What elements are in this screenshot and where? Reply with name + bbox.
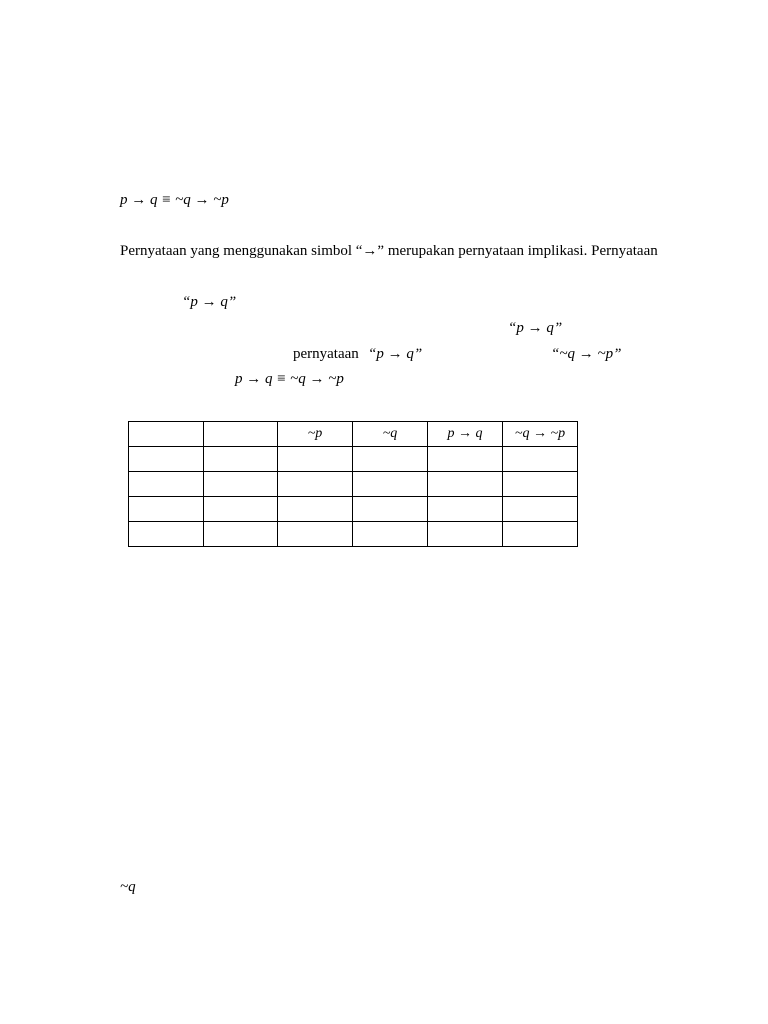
table-cell [278, 497, 353, 522]
fragment-pq-2: “p → q” [508, 320, 563, 336]
table-cell [503, 497, 578, 522]
fragment-contrapositive: “~q → ~p” [551, 346, 622, 362]
formula-middle: p → q ≡ ~q → ~p [235, 371, 344, 387]
formula-top: p → q ≡ ~q → ~p [120, 192, 229, 208]
table-cell [204, 447, 278, 472]
table-cell [353, 522, 428, 547]
table-cell [428, 447, 503, 472]
table-cell [503, 447, 578, 472]
table-cell [428, 522, 503, 547]
fragment-pq-3: “p → q” [368, 346, 423, 362]
fragment-statement-prefix: pernyataan [293, 346, 359, 362]
table-header-row [129, 422, 578, 447]
table-header-cell [129, 422, 204, 447]
table-cell [204, 472, 278, 497]
truth-table [128, 421, 578, 547]
table-cell [278, 522, 353, 547]
table-cell [278, 472, 353, 497]
table-header-not-q: ~q [353, 422, 428, 447]
table-header-implication: p → q [428, 422, 503, 447]
table-cell [129, 522, 204, 547]
table-header-cell [204, 422, 278, 447]
table-row [129, 472, 578, 497]
table-cell [129, 497, 204, 522]
table-cell [129, 472, 204, 497]
table-cell [353, 497, 428, 522]
paragraph-line: Pernyataan yang menggunakan simbol “→” merupakan pernyataan implikasi. Pernyataan [120, 243, 658, 259]
table-cell [278, 447, 353, 472]
table-cell [353, 447, 428, 472]
table-header-contrapositive: ~q → ~p [503, 422, 578, 447]
table-cell [129, 447, 204, 472]
table-row [129, 497, 578, 522]
table-cell [428, 497, 503, 522]
table-cell [353, 472, 428, 497]
table-cell [428, 472, 503, 497]
fragment-pq-1: “p → q” [182, 294, 237, 310]
table-row [129, 447, 578, 472]
table-cell [503, 522, 578, 547]
table-cell [204, 522, 278, 547]
table-header-not-p: ~p [278, 422, 353, 447]
fragment-bottom: ~q [120, 879, 136, 895]
table-row [129, 522, 578, 547]
table-cell [503, 472, 578, 497]
table-cell [204, 497, 278, 522]
